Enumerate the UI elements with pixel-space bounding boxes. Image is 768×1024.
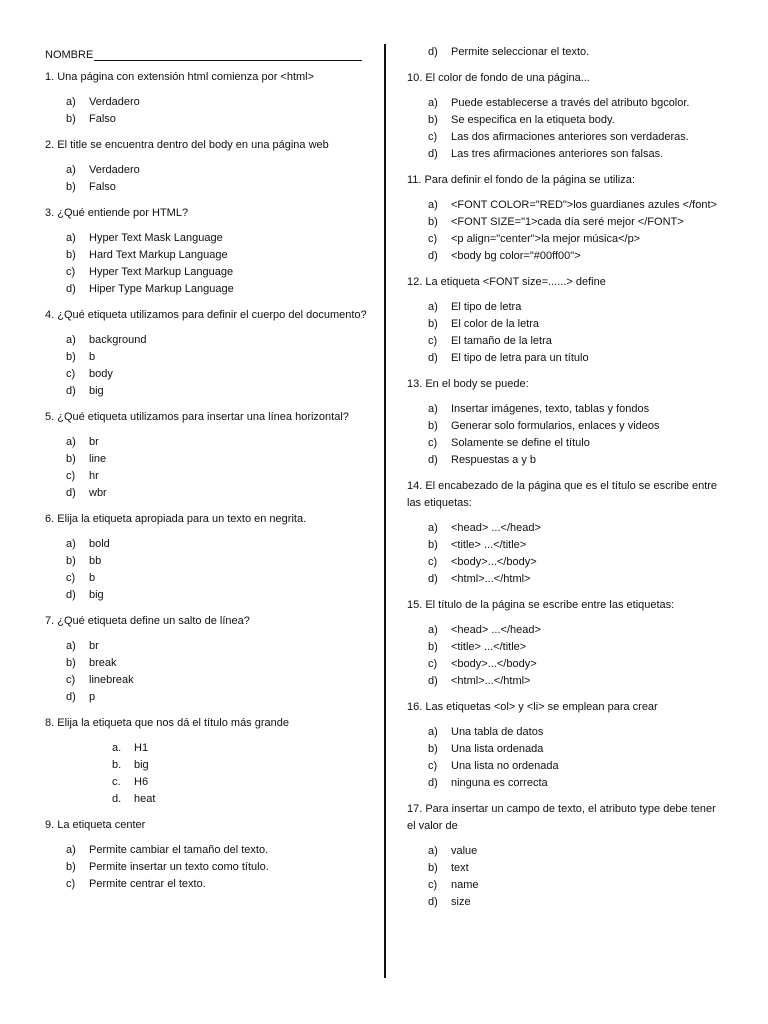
option-list <box>407 843 727 911</box>
option-text: bb <box>89 555 102 567</box>
option-letter: c) <box>66 368 76 380</box>
option-letter: d) <box>66 385 76 397</box>
question-text: 9. La etiqueta center <box>45 819 146 831</box>
question-block <box>45 205 367 298</box>
question-text: 16. Las etiquetas <ol> y <li> se emplean para crear <box>407 701 658 713</box>
option-text: b <box>89 572 96 584</box>
option-letter: a) <box>428 403 438 415</box>
question-text: 8. Elija la etiqueta que nos dá el título más grande <box>45 717 289 729</box>
option-item <box>66 570 367 587</box>
option-text: <body>...</body> <box>451 658 537 670</box>
option-letter: c) <box>66 572 76 584</box>
option-letter: d) <box>66 589 76 601</box>
option-text: <html>...</html> <box>451 573 531 585</box>
option-letter: b) <box>428 420 438 432</box>
option-item <box>66 264 367 281</box>
option-letter: c) <box>428 335 438 347</box>
option-list <box>407 520 727 588</box>
option-item <box>66 468 367 485</box>
option-letter: b) <box>428 641 438 653</box>
option-list <box>45 94 367 128</box>
option-text: Falso <box>89 181 116 193</box>
option-item <box>428 350 727 367</box>
option-letter: c) <box>428 131 438 143</box>
option-letter: d) <box>428 896 438 908</box>
question-block <box>45 69 367 128</box>
option-text: <body bg color="#00ff00"> <box>451 250 581 262</box>
option-list <box>45 332 367 400</box>
option-item <box>66 349 367 366</box>
option-letter: a. <box>112 742 122 754</box>
option-letter: d) <box>66 691 76 703</box>
option-letter: d) <box>428 148 438 160</box>
question-text: 13. En el body se puede: <box>407 378 529 390</box>
option-text: Permite insertar un texto como título. <box>89 861 269 873</box>
option-item <box>428 95 727 112</box>
option-letter: b) <box>66 181 76 193</box>
option-letter: c) <box>66 266 76 278</box>
question-block <box>407 70 727 163</box>
option-letter: d) <box>428 250 438 262</box>
option-item <box>112 740 367 757</box>
option-text: <FONT SIZE="1>cada día seré mejor </FONT> <box>451 216 684 228</box>
option-text: Solamente se define el título <box>451 437 590 449</box>
option-text: Una tabla de datos <box>451 726 544 738</box>
option-item <box>428 452 727 469</box>
option-text: <title> ...</title> <box>451 539 527 551</box>
option-text: Hyper Text Markup Language <box>89 266 234 278</box>
option-text: <p align="center">la mejor música</p> <box>451 233 641 245</box>
option-letter: a) <box>428 97 438 109</box>
option-item <box>428 112 727 129</box>
question-block <box>407 376 727 469</box>
option-text: <html>...</html> <box>451 675 531 687</box>
option-text: H6 <box>134 776 149 788</box>
option-letter: a) <box>428 726 438 738</box>
option-item <box>428 775 727 792</box>
question-text: 1. Una página con extensión html comienza por <html> <box>45 71 315 83</box>
option-list <box>407 197 727 265</box>
option-letter: b) <box>66 249 76 261</box>
option-item <box>428 894 727 911</box>
option-item <box>428 248 727 265</box>
option-item <box>428 554 727 571</box>
question-block <box>45 817 367 893</box>
question-text: 3. ¿Qué entiende por HTML? <box>45 207 189 219</box>
question-text: 7. ¿Qué etiqueta define un salto de línea? <box>45 615 250 627</box>
option-list <box>407 401 727 469</box>
option-item <box>428 537 727 554</box>
option-letter: b) <box>428 114 438 126</box>
option-list <box>45 162 367 196</box>
option-letter: a) <box>66 232 76 244</box>
name-label: NOMBRE <box>45 49 94 61</box>
option-item <box>428 129 727 146</box>
option-letter: c) <box>66 470 76 482</box>
column-divider <box>384 44 386 978</box>
option-item <box>428 843 727 860</box>
option-item <box>428 44 727 61</box>
option-item <box>428 860 727 877</box>
option-letter: a) <box>66 538 76 550</box>
option-item <box>428 673 727 690</box>
option-item <box>428 401 727 418</box>
option-item <box>428 622 727 639</box>
question-block <box>45 613 367 706</box>
option-list <box>407 44 727 61</box>
question-text: 5. ¿Qué etiqueta utilizamos para insertar una línea horizontal? <box>45 411 349 423</box>
option-letter: c) <box>66 674 76 686</box>
question-text: 4. ¿Qué etiqueta utilizamos para definir el cuerpo del documento? <box>45 309 367 321</box>
option-item <box>66 536 367 553</box>
option-letter: d) <box>428 573 438 585</box>
option-item <box>66 672 367 689</box>
question-text: 14. El encabezado de la página que es el título se escribe entre las etiquetas: <box>407 480 718 509</box>
option-item <box>66 553 367 570</box>
option-text: Hard Text Markup Language <box>89 249 228 261</box>
option-text: big <box>134 759 149 771</box>
option-letter: c) <box>428 233 438 245</box>
option-text: El tipo de letra <box>451 301 522 313</box>
option-text: El tamaño de la letra <box>451 335 552 347</box>
option-letter: b) <box>428 318 438 330</box>
option-text: linebreak <box>89 674 134 686</box>
option-list <box>45 434 367 502</box>
option-text: Verdadero <box>89 96 140 108</box>
option-text: <body>...</body> <box>451 556 537 568</box>
option-letter: d) <box>66 487 76 499</box>
right-column <box>407 44 727 920</box>
option-list <box>407 95 727 163</box>
option-text: Las dos afirmaciones anteriores son verdaderas. <box>451 131 689 143</box>
option-text: big <box>89 385 104 397</box>
question-block <box>407 597 727 690</box>
question-text: 15. El título de la página se escribe entre las etiquetas: <box>407 599 675 611</box>
left-column <box>45 44 367 902</box>
question-block <box>45 715 367 808</box>
option-letter: b) <box>66 555 76 567</box>
option-letter: a) <box>66 844 76 856</box>
option-item <box>66 638 367 655</box>
option-letter: a) <box>66 436 76 448</box>
option-text: Verdadero <box>89 164 140 176</box>
option-item <box>112 791 367 808</box>
question-text: 6. Elija la etiqueta apropiada para un texto en negrita. <box>45 513 307 525</box>
option-item <box>66 689 367 706</box>
option-list <box>45 842 367 893</box>
option-item <box>428 877 727 894</box>
option-letter: a) <box>428 624 438 636</box>
option-list <box>407 622 727 690</box>
option-list <box>407 724 727 792</box>
option-text: Falso <box>89 113 116 125</box>
option-text: Una lista ordenada <box>451 743 544 755</box>
option-item <box>428 741 727 758</box>
option-text: <head> ...</head> <box>451 522 541 534</box>
option-text: heat <box>134 793 156 805</box>
option-letter: c) <box>428 760 438 772</box>
option-text: El tipo de letra para un título <box>451 352 589 364</box>
option-letter: b) <box>66 113 76 125</box>
option-letter: b) <box>66 351 76 363</box>
option-letter: b) <box>66 453 76 465</box>
option-item <box>66 859 367 876</box>
option-text: Hiper Type Markup Language <box>89 283 234 295</box>
option-text: Permite seleccionar el texto. <box>451 46 590 58</box>
option-item <box>66 383 367 400</box>
option-letter: a) <box>428 522 438 534</box>
question-text: 12. La etiqueta <FONT size=......> define <box>407 276 606 288</box>
option-text: wbr <box>89 487 107 499</box>
option-letter: b) <box>66 657 76 669</box>
option-letter: b) <box>428 743 438 755</box>
option-letter: c) <box>428 658 438 670</box>
option-letter: c) <box>428 879 438 891</box>
option-item <box>66 655 367 672</box>
option-item <box>428 418 727 435</box>
option-item <box>66 111 367 128</box>
option-letter: c) <box>428 556 438 568</box>
option-letter: a) <box>66 640 76 652</box>
question-text: 11. Para definir el fondo de la página se utiliza: <box>407 174 635 186</box>
option-item <box>428 724 727 741</box>
question-block <box>407 478 727 588</box>
question-text: 10. El color de fondo de una página... <box>407 72 590 84</box>
option-text: body <box>89 368 113 380</box>
option-letter: a) <box>428 845 438 857</box>
option-text: hr <box>89 470 99 482</box>
option-item <box>66 587 367 604</box>
option-item <box>66 366 367 383</box>
option-text: b <box>89 351 96 363</box>
option-text: text <box>451 862 469 874</box>
option-text: bold <box>89 538 110 550</box>
name-field <box>45 44 367 61</box>
option-letter: a) <box>66 334 76 346</box>
option-item <box>428 299 727 316</box>
option-item <box>428 571 727 588</box>
option-item <box>66 332 367 349</box>
option-list <box>45 638 367 706</box>
option-letter: a) <box>66 164 76 176</box>
option-text: Respuestas a y b <box>451 454 536 466</box>
option-item <box>66 230 367 247</box>
option-text: <title> ...</title> <box>451 641 527 653</box>
option-letter: b) <box>428 539 438 551</box>
name-blank-line <box>94 48 362 61</box>
option-text: ninguna es correcta <box>451 777 548 789</box>
option-list <box>45 536 367 604</box>
option-letter: d. <box>112 793 122 805</box>
option-letter: d) <box>428 46 438 58</box>
option-text: p <box>89 691 96 703</box>
option-list <box>407 299 727 367</box>
option-item <box>428 656 727 673</box>
option-item <box>66 162 367 179</box>
question-text: 17. Para insertar un campo de texto, el atributo type debe tener el valor de <box>407 803 716 832</box>
option-letter: c) <box>66 878 76 890</box>
option-letter: c) <box>428 437 438 449</box>
option-item <box>66 842 367 859</box>
option-item <box>428 520 727 537</box>
question-block <box>45 137 367 196</box>
option-letter: c. <box>112 776 121 788</box>
option-item <box>66 247 367 264</box>
option-letter: d) <box>66 283 76 295</box>
option-text: Puede establecerse a través del atributo bgcolor. <box>451 97 690 109</box>
question-block <box>45 307 367 400</box>
option-text: <head> ...</head> <box>451 624 541 636</box>
option-text: Permite centrar el texto. <box>89 878 206 890</box>
option-letter: d) <box>428 352 438 364</box>
option-item <box>66 179 367 196</box>
option-text: Generar solo formularios, enlaces y videos <box>451 420 660 432</box>
option-letter: a) <box>66 96 76 108</box>
option-item <box>428 639 727 656</box>
option-text: name <box>451 879 479 891</box>
question-block <box>407 801 727 911</box>
option-item <box>428 214 727 231</box>
question-text: 2. El title se encuentra dentro del body en una página web <box>45 139 329 151</box>
question-block <box>407 699 727 792</box>
option-text: Insertar imágenes, texto, tablas y fondos <box>451 403 650 415</box>
option-item <box>428 146 727 163</box>
option-text: <FONT COLOR="RED">los guardianes azules </font> <box>451 199 717 211</box>
option-text: line <box>89 453 107 465</box>
option-text: big <box>89 589 104 601</box>
option-text: El color de la letra <box>451 318 540 330</box>
option-item <box>428 333 727 350</box>
option-list <box>45 740 367 808</box>
option-letter: b) <box>428 216 438 228</box>
option-item <box>112 774 367 791</box>
option-text: Hyper Text Mask Language <box>89 232 223 244</box>
option-text: Una lista no ordenada <box>451 760 559 772</box>
question-block <box>407 274 727 367</box>
option-item <box>428 435 727 452</box>
question-block <box>45 511 367 604</box>
option-item <box>112 757 367 774</box>
question-block <box>45 409 367 502</box>
option-item <box>66 485 367 502</box>
option-item <box>428 316 727 333</box>
option-letter: d) <box>428 675 438 687</box>
option-letter: d) <box>428 454 438 466</box>
option-item <box>428 231 727 248</box>
option-letter: b. <box>112 759 122 771</box>
option-letter: b) <box>428 862 438 874</box>
option-item <box>428 197 727 214</box>
option-letter: b) <box>66 861 76 873</box>
option-item <box>66 451 367 468</box>
question-block <box>407 172 727 265</box>
option-letter: d) <box>428 777 438 789</box>
option-item <box>66 434 367 451</box>
option-letter: a) <box>428 199 438 211</box>
option-item <box>428 758 727 775</box>
option-text: break <box>89 657 117 669</box>
option-list <box>45 230 367 298</box>
option-text: value <box>451 845 478 857</box>
option-text: br <box>89 436 99 448</box>
option-item <box>66 281 367 298</box>
option-letter: a) <box>428 301 438 313</box>
option-item <box>66 876 367 893</box>
option-text: size <box>451 896 471 908</box>
option-text: background <box>89 334 147 346</box>
option-text: H1 <box>134 742 149 754</box>
option-text: Permite cambiar el tamaño del texto. <box>89 844 269 856</box>
option-text: br <box>89 640 99 652</box>
option-text: Se especifica en la etiqueta body. <box>451 114 615 126</box>
option-item <box>66 94 367 111</box>
option-text: Las tres afirmaciones anteriores son falsas. <box>451 148 664 160</box>
